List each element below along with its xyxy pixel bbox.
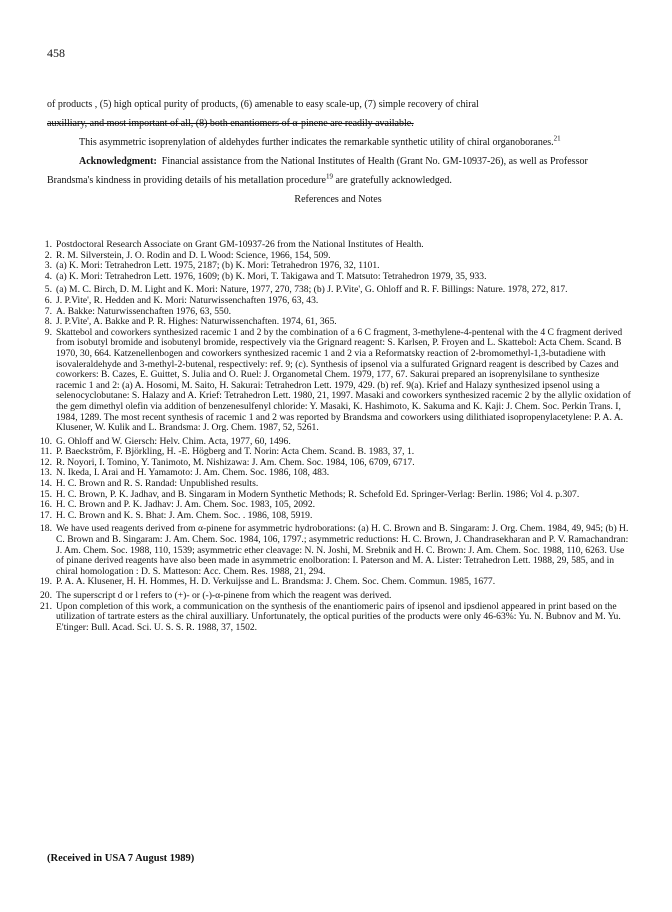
reference-number: 12. — [40, 456, 52, 468]
reference-number: 20. — [40, 590, 52, 601]
references-list — [30, 240, 632, 633]
reference-item — [30, 511, 632, 522]
reference-text: H. C. Brown and R. S. Randad: Unpublished results. — [56, 478, 259, 490]
reference-text: H. C. Brown and P. K. Jadhav: J. Am. Chem. Soc. 1983, 105, 2092. — [56, 499, 316, 511]
reference-text: P. Baeckström, F. Björkling, H. -E. Högberg and T. Norin: Acta Chem. Scand. B. 1983, 37, 1. — [56, 446, 415, 458]
reference-item — [30, 524, 632, 577]
reference-text: J. P.Vite', A. Bakke and P. R. Highes: Naturwissenchaften. 1974, 61, 365. — [56, 316, 337, 328]
reference-text: G. Ohloff and W. Giersch: Helv. Chim. Acta, 1977, 60, 1496. — [56, 435, 291, 447]
reference-number: 13. — [40, 467, 52, 479]
reference-text: A. Bakke: Naturwissenchaften 1976, 63, 550. — [56, 305, 232, 317]
reference-text: We have used reagents derived from α-pinene for asymmetric hydroborations: (a) H. C. Brown and B. Singaram: J. Org. Chem. 1984, 49, 945; (b) H. C. Brown and B. Singaram: J. Am. Chem. Soc. 1984, 106, 1797.; asymmetric reductions: H. C. Brown, J. Chandrasekharan and P. V. Ramachandran: J. Am. Chem. Soc. 1988, 110, 1539; asymmetric ether cleavage: N. N. Joshi, M. Srebnik and H. C. Brown: J. Am. Chem. Soc. 1988, 110, 6263. Use of pinane derived reagents have also been made in asymmetric enolboration: I. Paterson and M. A. Lister: Tetrahedron Lett. 1988, 29, 585, and in chiral homologation : D. S. Matteson: Acc. Chem. Res. 1988, 21, 294. — [56, 523, 629, 577]
acknowledgment-label: Acknowledgment: — [79, 156, 157, 167]
reference-item — [30, 328, 632, 434]
reference-item — [30, 296, 632, 307]
paragraph-2-superscript: 21 — [553, 134, 561, 143]
reference-number: 8. — [44, 316, 52, 328]
reference-number: 9. — [44, 326, 52, 338]
reference-text: The superscript d or l refers to (+)- or (-)-α-pinene from which the reagent was derived. — [56, 590, 392, 601]
paragraph-1-line-2: auxilliary, and most important of all, (8) both enantiomers of α-pinene are readily available. — [47, 118, 414, 129]
reference-number: 16. — [40, 499, 52, 511]
reference-number: 17. — [40, 509, 52, 521]
reference-number: 15. — [40, 488, 52, 500]
reference-text: (a) K. Mori: Tetrahedron Lett. 1975, 2187; (b) K. Mori: Tetrahedron 1976, 32, 1101. — [56, 260, 380, 272]
reference-item — [30, 272, 632, 283]
reference-number: 4. — [44, 270, 52, 282]
reference-item — [30, 602, 632, 634]
page-number: 458 — [47, 46, 65, 60]
reference-text: H. C. Brown, P. K. Jadhav, and B. Singaram in Modern Synthetic Methods; R. Schefold Ed. Springer-Verlag: Berlin. 1986; Vol 4. p.307. — [56, 488, 580, 500]
reference-text: R. Noyori, I. Tomino, Y. Tanimoto, M. Nishizawa: J. Am. Chem. Soc. 1984, 106, 6709, 6717. — [56, 456, 415, 468]
reference-number: 6. — [44, 294, 52, 306]
reference-text: R. M. Silverstein, J. O. Rodin and D. L Wood: Science, 1966, 154, 509. — [56, 249, 331, 261]
reference-number: 18. — [40, 523, 52, 535]
reference-number: 10. — [40, 435, 52, 447]
paragraph-1-line-1: of products , (5) high optical purity of products, (6) amenable to easy scale-up, (7) simple recovery of chiral — [47, 99, 479, 110]
body-text — [47, 95, 629, 209]
reference-number: 21. — [40, 600, 52, 612]
reference-text: N. Ikeda, I. Arai and H. Yamamoto: J. Am. Chem. Soc. 1986, 108, 483. — [56, 467, 330, 479]
acknowledgment-text: Financial assistance from the National Institutes of Health (Grant No. GM-10937-26), as well as Professor Brandsma's kindness in providing details of his metallation procedure — [47, 156, 588, 186]
reference-item — [30, 240, 632, 251]
received-date: (Received in USA 7 August 1989) — [47, 853, 195, 864]
reference-number: 5. — [44, 284, 52, 296]
reference-text: (a) M. C. Birch, D. M. Light and K. Mori: Nature, 1977, 270, 738; (b) J. P.Vite', G. Ohloff and R. F. Billings: Nature. 1978, 272, 817. — [56, 284, 568, 296]
reference-number: 19. — [40, 576, 52, 588]
paragraph-2 — [47, 133, 629, 152]
reference-number: 2. — [44, 249, 52, 261]
reference-text: Skattebol and coworkers synthesized racemic 1 and 2 by the combination of a 6 C fragment, 3-methylene-4-pentenal with the 4 C fragment derived from isobutyl bromide and isobutenyl bromide, respectively via the Grignard reagent: S. Karlsen, P. Froyen and L. Skattebol: Acta Chem. Scand. B 1970, 30, 664. Katzenellenbogen and coworkers synthesized racemic 1 and 2 via a Reformatsky reaction of 2-bromomethyl-1,3-butadiene with isovaleraldehyde and 3-methyl-2-butenal, respectively: ref. 9; (c). Synthesis of ipsenol via a sulfurated Grignard reagent is described by Cazes and coworkers: B. Cazes, E. Guittet, S. Julia and O. Ruel: J. Organometal Chem. 1979, 177, 67. Sakurai prepared an isoprenylsilane to synthesize racemic 1 and 2: (a) A. Hosomi, M. Saito, H. Sakurai: Tetrahedron Lett. 1979, 429. (b) ref. 9(a). Krief and Halazy synthesized ipsenol using a selenocyclobutane: S. Halazy and A. Krief: Tetrahedron Lett. 1980, 21, 1997. Masaki and coworkers synthesized racemic 2 by the allylic oxidation of the gem dimethyl olefin via addition of benzenesulfenyl chloride: Y. Masaki, K. Hashimoto, K. Sakuma and K. Kaji: J. Chem. Soc. Perkin Trans. I, 1984, 1289. The most recent synthesis of racemic 1 and 2 was reported by Brandsma and coworkers using dilithiated isopropenylacetylene: P. A. A. Klusener, W. Kulik and L. Brandsma: J. Org. Chem. 1987, 52, 5261. — [56, 326, 631, 434]
acknowledgment-superscript: 19 — [325, 172, 333, 181]
reference-number: 11. — [40, 446, 52, 458]
reference-text: (a) K. Mori: Tetrahedron Lett. 1976, 1609; (b) K. Mori, T. Takigawa and T. Matsuto: Tetrahedron 1979, 35, 933. — [56, 270, 487, 282]
reference-text: Upon completion of this work, a communication on the synthesis of the enantiomeric pairs of ipsenol and ipsdienol appeared in print based on the utilization of tartrate esters as the chiral auxilliary. Unfortunately, the optical purities of the products were only 46-63%: Yu. N. Bubnov and M. Yu. E'tinger: Bull. Acad. Sci. U. S. S. R. 1988, 37, 1502. — [56, 600, 621, 633]
reference-number: 1. — [44, 239, 52, 250]
reference-text: Postdoctoral Research Associate on Grant GM-10937-26 from the National Institutes of Health. — [56, 239, 424, 250]
reference-item — [30, 577, 632, 588]
references-heading: References and Notes — [294, 194, 382, 205]
reference-number: 7. — [44, 305, 52, 317]
paragraph-2-text: This asymmetric isoprenylation of aldehydes further indicates the remarkable synthetic utility of chiral organoboranes. — [79, 137, 554, 148]
reference-text: P. A. A. Klusener, H. H. Hommes, H. D. Verkuijsse and L. Brandsma: J. Chem. Soc. Chem. Commun. 1985, 1677. — [56, 576, 496, 588]
reference-text: H. C. Brown and K. S. Bhat: J. Am. Chem. Soc. . 1986, 108, 5919. — [56, 509, 313, 521]
acknowledgment-tail: are gratefully acknowledged. — [332, 175, 452, 186]
reference-item — [30, 591, 632, 602]
reference-number: 14. — [40, 478, 52, 490]
acknowledgment — [47, 152, 629, 190]
reference-number: 3. — [44, 260, 52, 272]
reference-text: J. P.Vite', R. Hedden and K. Mori: Naturwissenchaften 1976, 63, 43. — [56, 294, 319, 306]
